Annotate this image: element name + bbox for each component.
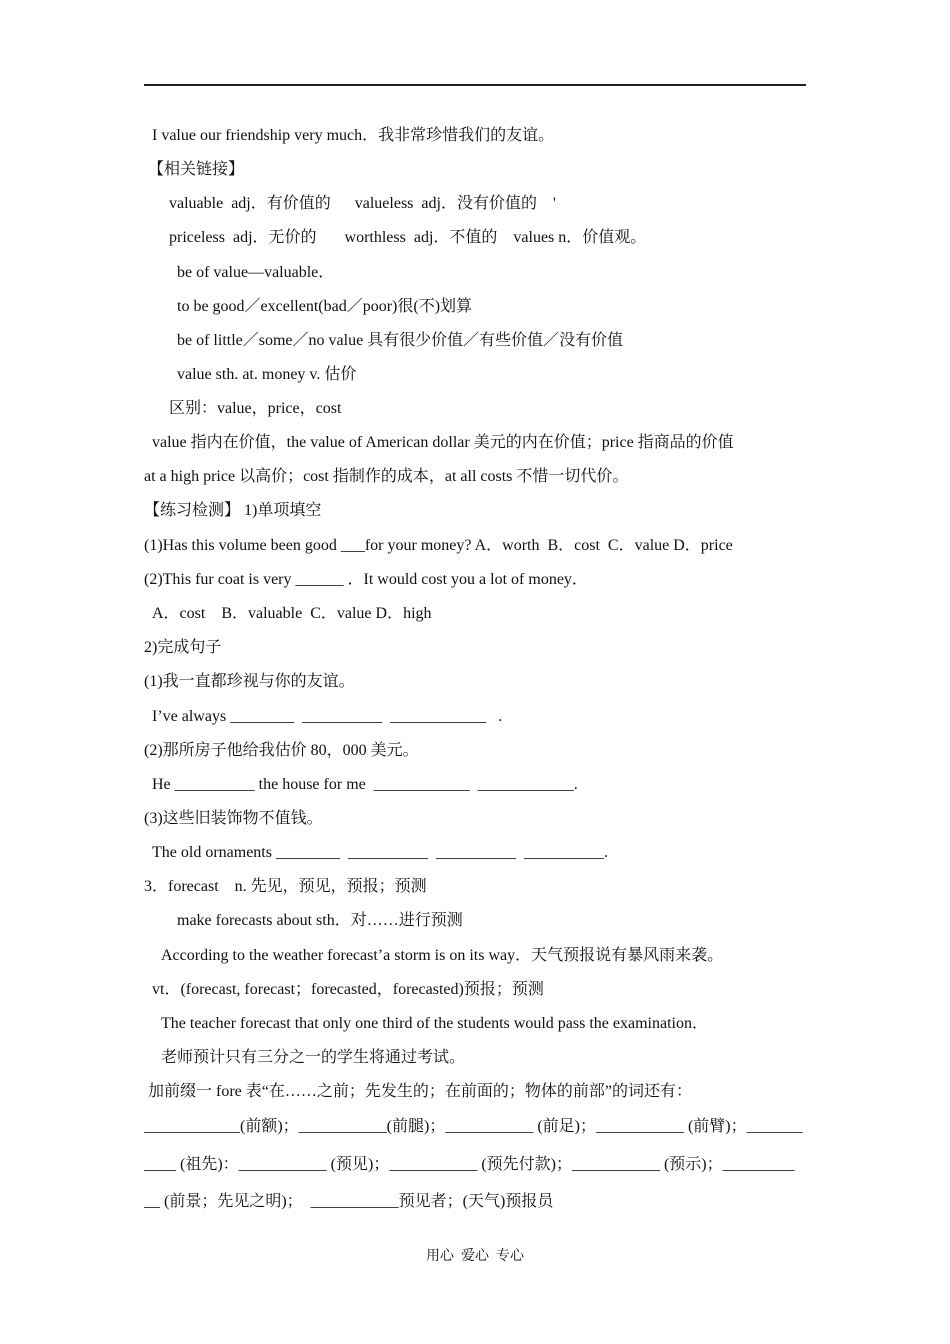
text-line: value 指内在价值，the value of American dollar 美元的内在价值；price 指商品的价值 [152,434,734,451]
exercise-blank-line: ____________(前额)；___________(前腿)；___________ (前足)；___________ (前臂)；_______ [144,1118,803,1135]
text-line: be of value—valuable． [177,264,335,281]
section-heading: 【练习检测】 1)单项填空 [144,502,322,519]
text-line: The teacher forecast that only one third of the students would pass the examination． [161,1015,708,1032]
entry-heading: 3．forecast n. 先见，预见，预报；预测 [144,878,427,895]
exercise-prompt: (2)那所房子他给我估价 80，000 美元。 [144,742,419,759]
header-rule [144,84,806,86]
text-line: 加前缀一 fore 表“在……之前；先发生的；在前面的；物体的前部”的词还有： [148,1083,692,1100]
text-line: vt．(forecast, forecast；forecasted，forecasted)预报；预测 [152,981,544,998]
exercise-blank-line: __ (前景；先见之明)； ___________预见者；(天气)预报员 [144,1193,554,1210]
text-line: priceless adj．无价的 worthless adj．不值的 values n．价值观。 [169,229,647,246]
text-line: 老师预计只有三分之一的学生将通过考试。 [161,1049,466,1066]
text-line: I value our friendship very much．我非常珍惜我们的友谊。 [152,127,555,144]
exercise-blank-line: I’ve always ________ __________ ____________ . [152,708,503,725]
text-line: to be good／excellent(bad／poor)很(不)划算 [177,298,473,315]
exercise-blank-line: ____ (祖先)：___________ (预见)；___________ (预先付款)；___________ (预示)；_________ [144,1156,795,1173]
exercise-prompt: (3)这些旧装饰物不值钱。 [144,810,323,827]
exercise-blank-line: The old ornaments ________ __________ __________ __________. [152,844,608,861]
text-line: 区别：value，price，cost [169,400,342,417]
exercise-question: (2)This fur coat is very ______ ．It would cost you a lot of money． [144,571,588,588]
exercise-prompt: (1)我一直都珍视与你的友谊。 [144,673,355,690]
page-footer: 用心 爱心 专心 [426,1249,524,1264]
text-line: value sth. at. money v. 估价 [177,366,357,383]
text-line: valuable adj．有价值的 valueless adj．没有价值的 ' [169,195,556,212]
text-line: make forecasts about sth．对……进行预测 [177,912,463,929]
text-line: be of little／some／no value 具有很少价值／有些价值／没有价值 [177,332,624,349]
exercise-options: A．cost B．valuable C．value D．high [152,605,432,622]
text-line: According to the weather forecast’a storm is on its way．天气预报说有暴风雨来袭。 [161,947,724,964]
exercise-question: (1)Has this volume been good ___for your money? A．worth B．cost C．value D．price [144,537,733,554]
section-heading: 【相关链接】 [148,161,245,178]
section-heading: 2)完成句子 [144,639,222,656]
exercise-blank-line: He __________ the house for me ____________ ____________. [152,776,578,793]
text-line: at a high price 以高价；cost 指制作的成本，at all costs 不惜一切代价。 [144,468,629,485]
